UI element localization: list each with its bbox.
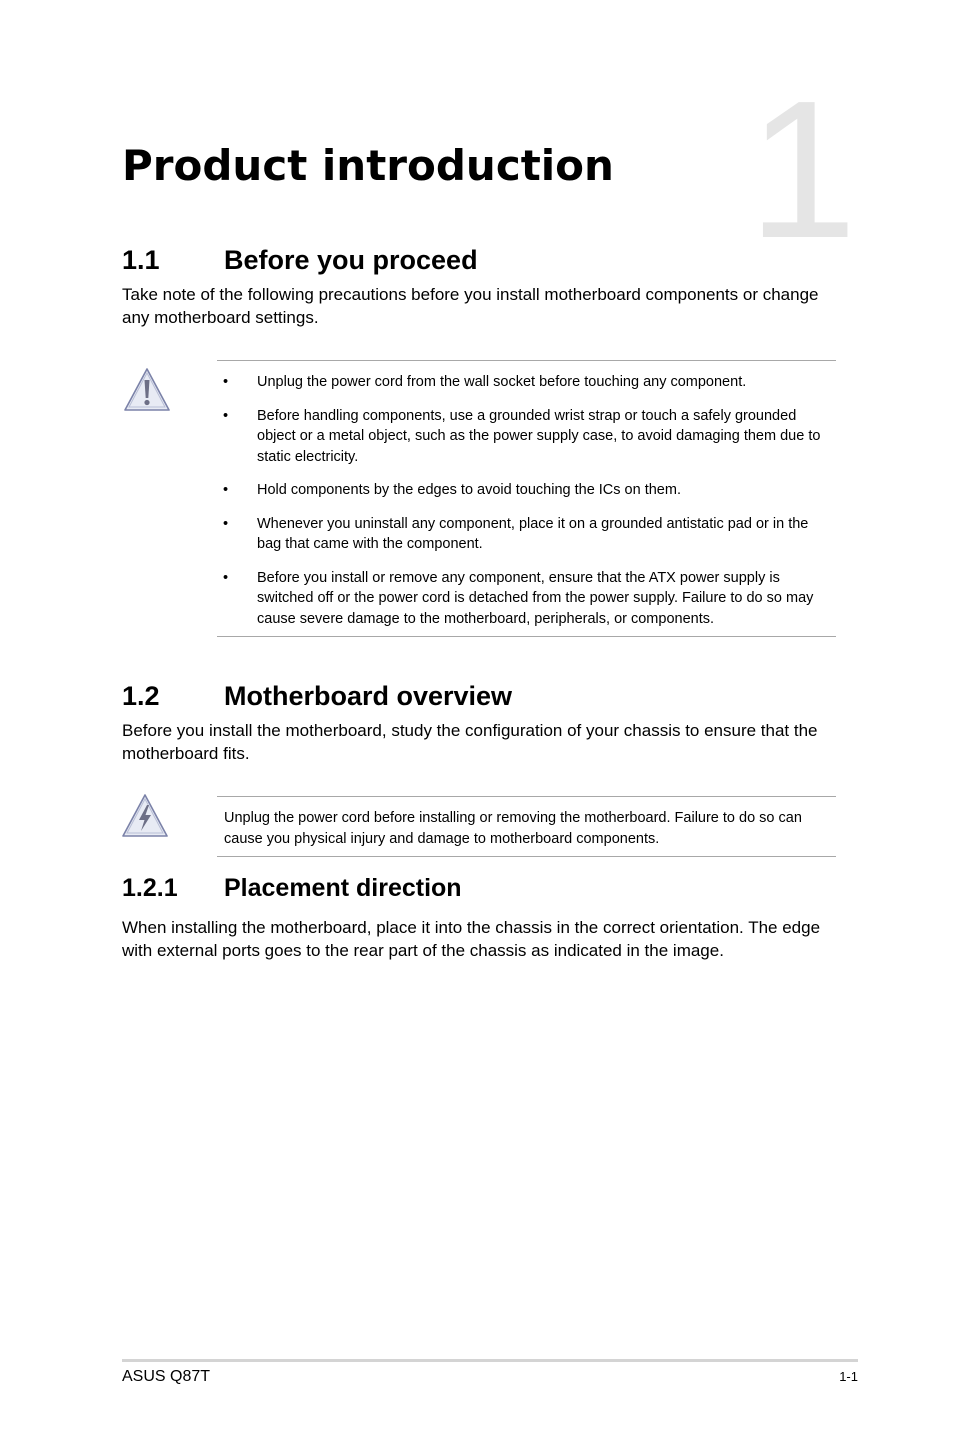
list-item <box>217 568 836 630</box>
list-item <box>217 480 836 501</box>
list-item-text: Whenever you uninstall any component, place it on a grounded antistatic pad or in the bag that came with the component. <box>257 515 809 552</box>
page-number: 1-1 <box>839 1369 858 1384</box>
list-item-text: Before you install or remove any component, ensure that the ATX power supply is switched off or the power cord is detached from the power supply. Failure to do so may cause severe damage to the motherboard, peripherals, or components. <box>257 569 814 627</box>
section-title: Before you proceed <box>224 245 478 275</box>
bullet-icon: • <box>223 407 229 424</box>
list-item-text: Hold components by the edges to avoid touching the ICs on them. <box>257 482 681 498</box>
section-number: 1.1 <box>122 245 160 275</box>
section-number: 1.2.1 <box>122 874 178 902</box>
precautions-list <box>217 372 836 629</box>
section-heading-1-2 <box>122 680 512 712</box>
bullet-icon: • <box>223 374 229 390</box>
chapter-title: Product introduction <box>122 141 614 190</box>
section-heading-1-2-1 <box>122 872 462 904</box>
danger-lightning-icon <box>120 792 170 845</box>
motherboard-notice-box <box>217 796 836 857</box>
list-item <box>217 372 836 393</box>
warning-exclamation-icon <box>122 366 172 419</box>
section-1-1-intro: Take note of the following precautions before you install motherboard components or change any motherboard settings. <box>122 285 819 327</box>
bullet-icon: • <box>223 482 229 498</box>
list-item-text: Unplug the power cord from the wall socket before touching any component. <box>257 374 747 390</box>
section-1-2-1-body: When installing the motherboard, place it into the chassis in the correct orientation. The edge with external ports goes to the rear part of the chassis as indicated in the image. <box>122 918 821 960</box>
bullet-icon: • <box>223 515 229 532</box>
section-1-2-intro: Before you install the motherboard, study the configuration of your chassis to ensure that the motherboard fits. <box>122 721 818 763</box>
footer-rule <box>122 1359 858 1362</box>
section-title: Placement direction <box>224 874 462 902</box>
notice-text: Unplug the power cord before installing or removing the motherboard. Failure to do so can cause you physical injury and damage to motherboard components. <box>224 810 802 847</box>
section-title: Motherboard overview <box>224 681 513 711</box>
list-item-text: Before handling components, use a grounded wrist strap or touch a safely grounded object or a metal object, such as the power supply case, to avoid damaging them due to static electricity. <box>257 407 821 465</box>
section-heading-1-1 <box>122 244 478 276</box>
bullet-icon: • <box>223 569 229 586</box>
chapter-number: 1 <box>748 60 858 279</box>
list-item <box>217 406 836 468</box>
precautions-box <box>217 360 836 637</box>
list-item <box>217 514 836 555</box>
section-number: 1.2 <box>122 681 160 711</box>
footer-product: ASUS Q87T <box>122 1368 211 1385</box>
